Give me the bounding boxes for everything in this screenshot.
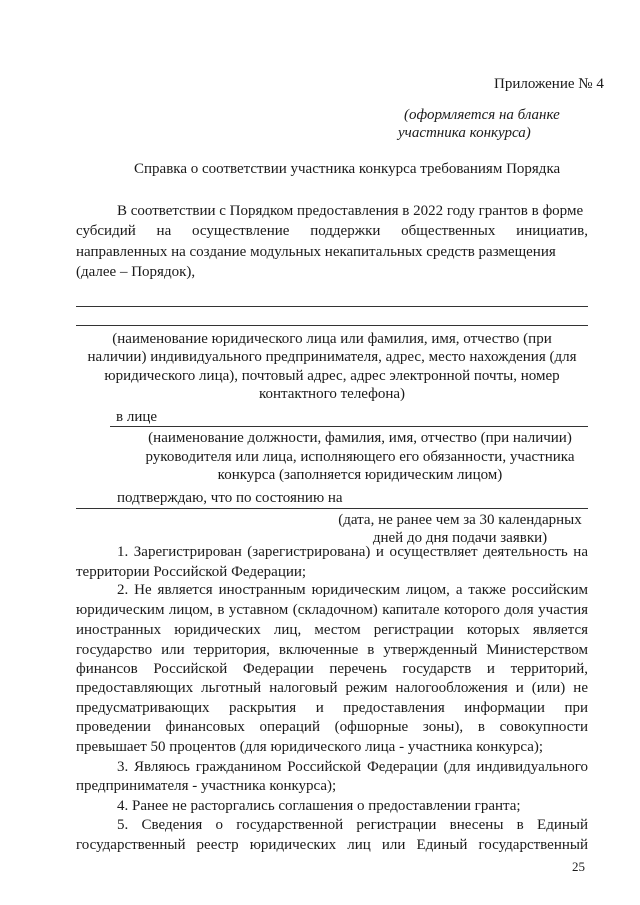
- page-number: 25: [572, 859, 585, 874]
- item-4-line-1: 4. Ранее не расторгались соглашения о предоставлении гранта;: [117, 798, 521, 814]
- appendix-label: Приложение № 4: [494, 76, 604, 92]
- confirm-label: подтверждаю, что по состоянию на: [117, 490, 343, 506]
- representative-caption-3: конкурса (заполняется юридическим лицом): [217, 467, 503, 483]
- item-2-line-6: предоставляющих льготный налоговый режим налогообложения и (или) не: [76, 680, 588, 696]
- entity-caption-3: юридического лица), почтовый адрес, адрес электронной почты, номер: [104, 368, 560, 384]
- form-note-line-2: участника конкурса): [398, 125, 531, 141]
- item-2-line-5: финансов Российской Федерации перечень государств и территорий,: [76, 661, 588, 677]
- item-3-line-2: предпринимателя - участника конкурса);: [76, 778, 337, 794]
- confirm-caption-2: дней до дня подачи заявки): [372, 530, 548, 546]
- item-5-line-2: государственный реестр юридических лиц или Единый государственный: [76, 837, 588, 853]
- item-2-line-4: государство или территория, включенные в утвержденный Министерством: [76, 642, 588, 658]
- entity-caption-1: (наименование юридического лица или фамилия, имя, отчество (при: [112, 331, 552, 347]
- item-1-line-2: территории Российской Федерации;: [76, 564, 307, 580]
- item-5-line-1: 5. Сведения о государственной регистрации внесены в Единый: [117, 817, 588, 833]
- item-2-line-3: иностранных юридических лиц, местом регистрации которых является: [76, 622, 588, 638]
- intro-line-2: субсидий на осуществление поддержки общественных инициатив,: [76, 223, 588, 239]
- item-2-line-8: проведении финансовых операций (офшорные зоны), в совокупности: [76, 719, 588, 735]
- intro-line-3: направленных на создание модульных некапитальных средств размещения: [76, 244, 556, 260]
- representative-label: в лице: [116, 409, 158, 425]
- blank-line-1[interactable]: [76, 306, 588, 307]
- representative-caption-2: руководителя или лица, исполняющего его обязанности, участника: [145, 449, 575, 465]
- intro-line-1: В соответствии с Порядком предоставления в 2022 году грантов в форме: [117, 203, 584, 219]
- item-2-line-2: юридическим лицом, в уставном (складочном) капитале которого доля участия: [76, 602, 588, 618]
- representative-caption-1: (наименование должности, фамилия, имя, отчество (при наличии): [148, 430, 572, 446]
- item-1-line-1: 1. Зарегистрирован (зарегистрирована) и осуществляет деятельность на: [117, 544, 588, 560]
- confirm-caption-1: (дата, не ранее чем за 30 календарных: [338, 512, 582, 528]
- entity-caption-2: наличии) индивидуального предпринимателя, адрес, место нахождения (для: [87, 349, 577, 365]
- blank-line-2[interactable]: [76, 325, 588, 326]
- intro-line-4: (далее – Порядок),: [76, 264, 196, 280]
- item-2-line-1: 2. Не является иностранным юридическим лицом, а также российским: [117, 582, 588, 598]
- form-note-line-1: (оформляется на бланке: [404, 107, 560, 123]
- item-3-line-1: 3. Являюсь гражданином Российской Федерации (для индивидуального: [117, 759, 588, 775]
- document-title: Справка о соответствии участника конкурса требованиям Порядка: [134, 161, 561, 177]
- entity-caption-4: контактного телефона): [258, 386, 406, 402]
- item-2-line-9: превышает 50 процентов (для юридического лица - участника конкурса);: [76, 739, 544, 755]
- item-2-line-7: предусматривающих раскрытия и предоставления информации при: [76, 700, 588, 716]
